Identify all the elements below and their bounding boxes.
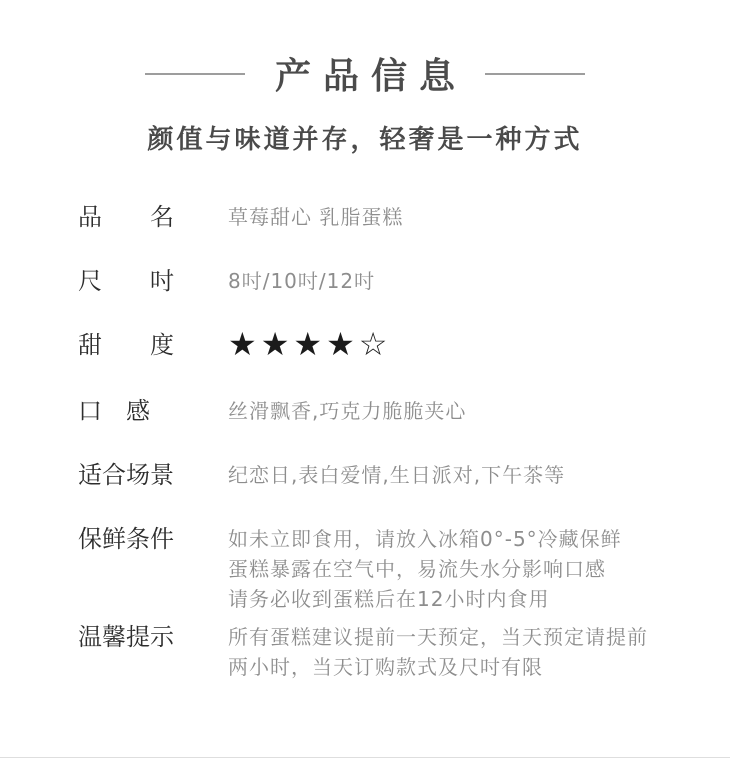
- spec-value-line: 请务必收到蛋糕后在12小时内食用: [228, 587, 550, 611]
- spec-label: 甜 度: [78, 331, 174, 359]
- spec-value-line: 蛋糕暴露在空气中，易流失水分影响口感: [228, 557, 606, 581]
- spec-label: 温馨提示: [78, 623, 174, 651]
- spec-label: 适合场景: [78, 461, 174, 489]
- page-header: [0, 0, 730, 99]
- spec-row: [78, 202, 730, 232]
- spec-label: 尺 吋: [78, 267, 174, 295]
- spec-value-line: 如未立即食用，请放入冰箱0°-5°冷藏保鲜: [228, 527, 622, 551]
- spec-label: 保鲜条件: [78, 525, 174, 553]
- spec-value-line: 8吋/10吋/12吋: [228, 269, 376, 293]
- spec-label: 品 名: [78, 203, 174, 231]
- bottom-divider: [0, 757, 730, 758]
- title-rule-left: [145, 73, 245, 75]
- spec-label: 口 感: [78, 397, 150, 425]
- spec-row: [78, 266, 730, 296]
- spec-value: [228, 202, 403, 232]
- star-empty-icon: ☆: [358, 325, 392, 363]
- spec-value-line: 草莓甜心 乳脂蛋糕: [228, 205, 404, 229]
- spec-value-line: 丝滑飘香,巧克力脆脆夹心: [228, 399, 467, 423]
- star-filled-icons: ★★★★: [228, 325, 359, 363]
- spec-value: [228, 460, 565, 490]
- sweetness-rating: [228, 326, 391, 362]
- spec-row: [78, 396, 730, 426]
- spec-value: [228, 396, 466, 426]
- spec-value-line: 两小时，当天订购款式及尺吋有限: [228, 655, 543, 679]
- tagline: 颜值与味道并存，轻奢是一种方式: [147, 125, 583, 155]
- spec-value: [228, 266, 375, 296]
- spec-row: [78, 460, 730, 490]
- spec-value: [228, 524, 622, 614]
- spec-list: [78, 202, 730, 682]
- page-title: 产品信息: [274, 56, 467, 97]
- spec-row: [78, 524, 730, 614]
- spec-value-line: 纪恋日,表白爱情,生日派对,下午茶等: [228, 463, 566, 487]
- spec-row: [78, 622, 730, 682]
- spec-value: [228, 622, 648, 682]
- spec-row: [78, 325, 730, 363]
- title-rule-right: [485, 73, 585, 75]
- spec-value-line: 所有蛋糕建议提前一天预定，当天预定请提前: [228, 625, 648, 649]
